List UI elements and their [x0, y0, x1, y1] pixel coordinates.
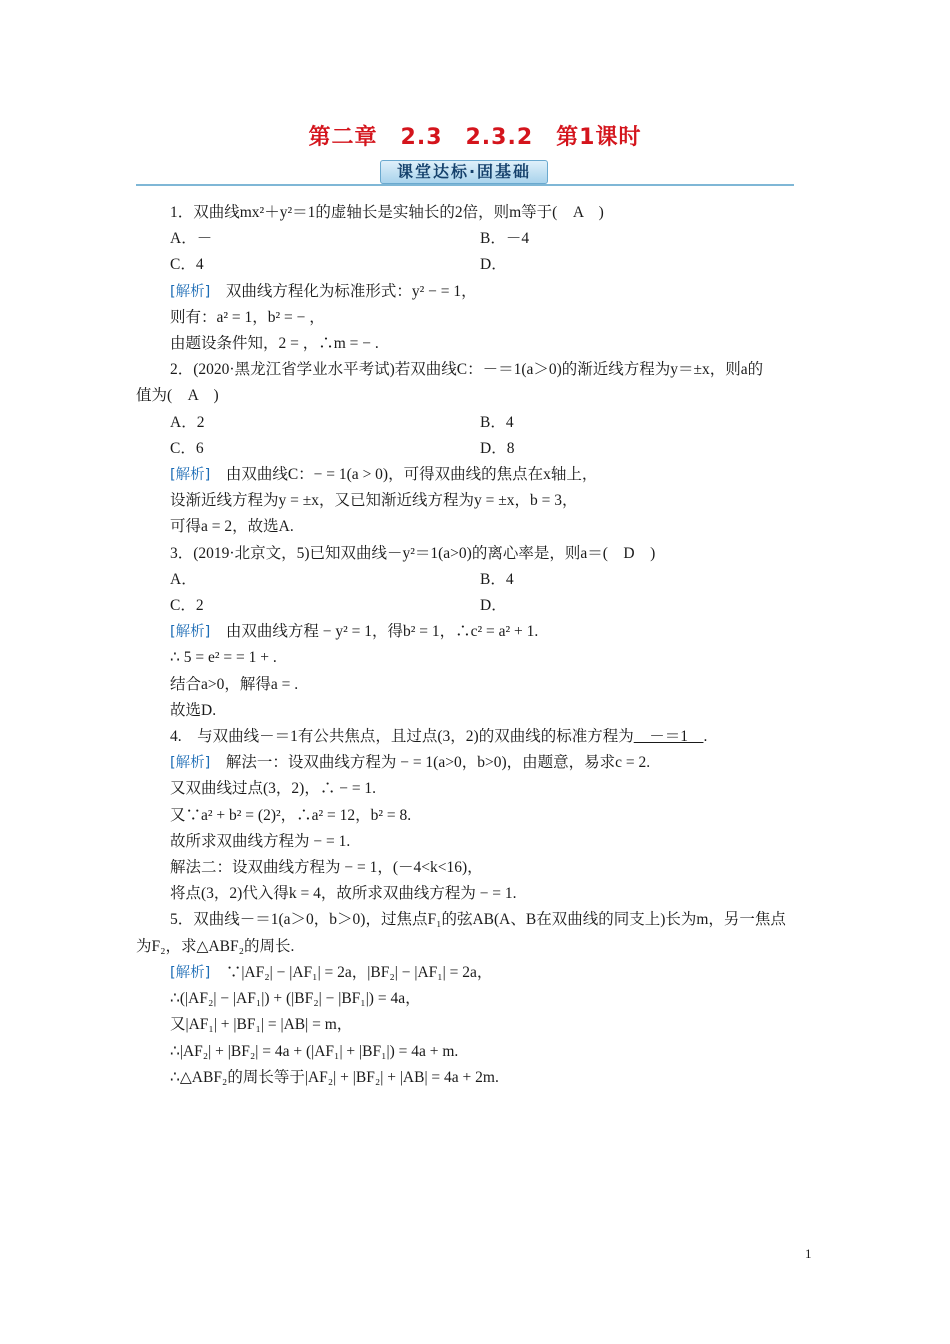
- chapter-title: 第二章 2.3 2.3.2 第1课时: [308, 125, 642, 150]
- q1-option-b: B．－4: [480, 230, 530, 248]
- q1-option-a: A．－: [170, 230, 213, 248]
- q5-solution-5: ∴△ABF₂的周长等于|AF₂| + |BF₂| + |AB| = 4a + 2m.: [170, 1068, 499, 1086]
- q3-option-a: A．: [170, 570, 197, 588]
- q2-options-row1: [136, 410, 820, 436]
- q4-stem-line: [136, 724, 820, 750]
- q3-solution-4: 故选D.: [170, 701, 217, 719]
- q1-solution-line: [136, 279, 820, 305]
- q4-answer: －＝1: [633, 728, 704, 746]
- q3-option-d: D．: [480, 597, 507, 615]
- q3-options-row2: [136, 593, 820, 619]
- banner-label: 课堂达标·固基础: [380, 160, 548, 184]
- q3-solution-1: 由双曲线方程 − y² = 1，得b² = 1，∴c² = a² + 1.: [210, 623, 539, 641]
- q3-solution-2: ∴ 5 = e² = = 1 + .: [170, 649, 277, 667]
- q4-solution-1: 解法一：设双曲线方程为 − = 1(a>0，b>0)，由题意，易求c = 2.: [210, 754, 651, 772]
- q1-stem: 1．双曲线mx²＋y²＝1的虚轴长是实轴长的2倍，则m等于( A ): [170, 204, 604, 221]
- q2-solution-3: 可得a = 2，故选A.: [170, 518, 294, 536]
- q2-option-a: A．2: [170, 413, 205, 431]
- solution-tag: [解析]: [170, 467, 211, 484]
- q4-stem: 4. 与双曲线－＝1有公共焦点，且过点(3，2)的双曲线的标准方程为: [170, 728, 634, 746]
- q2-solution-2: 设渐近线方程为y = ±x，又已知渐近线方程为y = ±x，b = 3，: [170, 492, 578, 510]
- q1-options-row1: [136, 226, 820, 252]
- section-banner: [136, 158, 794, 188]
- q2-stem-2: 值为( A ): [136, 387, 219, 405]
- exercise-content: [136, 200, 820, 1091]
- q4-solution-line: [136, 750, 820, 776]
- q2-option-d: D．8: [480, 439, 515, 457]
- q1-option-d: D．: [480, 256, 507, 274]
- q2-option-c: C．6: [170, 439, 204, 457]
- banner-rule: [136, 184, 794, 186]
- q4-solution-3: 又∵a² + b² = (2)²，∴a² = 12，b² = 8.: [170, 806, 412, 824]
- q4-solution-4: 故所求双曲线方程为 − = 1.: [170, 832, 351, 850]
- solution-tag: [解析]: [170, 624, 211, 641]
- q2-option-b: B．4: [480, 413, 514, 431]
- q5-stem-2: 为F₂，求△ABF₂的周长.: [136, 937, 295, 955]
- q5-solution-4: ∴|AF₂| + |BF₂| = 4a + (|AF₁| + |BF₁|) = 4a + m.: [170, 1042, 459, 1060]
- q1-solution-2: 则有：a² = 1，b² = − ，: [170, 308, 325, 326]
- page-number: 1: [805, 1246, 812, 1261]
- q2-solution-1: 由双曲线C：− = 1(a > 0)，可得双曲线的焦点在x轴上，: [210, 466, 598, 484]
- q5-solution-1: ∵|AF₂| − |AF₁| = 2a，|BF₂| − |AF₁| = 2a，: [210, 963, 493, 981]
- q3-option-c: C．2: [170, 597, 204, 615]
- q1-option-c: C．4: [170, 256, 204, 274]
- q4-solution-6: 将点(3，2)代入得k = 4，故所求双曲线方程为 − = 1.: [170, 885, 517, 903]
- q1-solution-1: 双曲线方程化为标准形式：y² − = 1，: [210, 282, 477, 300]
- q1-options-row2: [136, 252, 820, 278]
- q4-solution-5: 解法二：设双曲线方程为 − = 1，(－4<k<16)，: [170, 859, 483, 877]
- q4-solution-2: 又双曲线过点(3，2)，∴ − = 1.: [170, 780, 377, 798]
- solution-tag: [解析]: [170, 755, 211, 772]
- q3-solution-3: 结合a>0，解得a = .: [170, 675, 299, 693]
- q3-option-b: B．4: [480, 570, 514, 588]
- solution-tag: [解析]: [170, 964, 211, 981]
- q3-options-row1: [136, 567, 820, 593]
- q2-options-row2: [136, 436, 820, 462]
- q1-solution-3: 由题设条件知，2 = ，∴m = − .: [170, 335, 379, 353]
- q4-stem-end: .: [703, 728, 708, 746]
- q5-solution-line: [136, 960, 820, 986]
- q2-solution-line: [136, 462, 820, 488]
- solution-tag: [解析]: [170, 283, 211, 300]
- q2-stem-1: 2．(2020·黑龙江省学业水平考试)若双曲线C：－＝1(a＞0)的渐近线方程为y＝±x，则a的: [170, 361, 764, 379]
- q5-solution-3: 又|AF₁| + |BF₁| = |AB| = m，: [170, 1016, 353, 1034]
- q5-stem-1: 5．双曲线－＝1(a＞0，b＞0)，过焦点F₁的弦AB(A、B在双曲线的同支上)长为m，另一焦点: [170, 911, 786, 929]
- q5-solution-2: ∴(|AF₂| − |AF₁|) + (|BF₂| − |BF₁|) = 4a，: [170, 990, 421, 1008]
- q3-solution-line: [136, 619, 820, 645]
- q3-stem: 3．(2019·北京文，5)已知双曲线－y²＝1(a>0)的离心率是，则a＝( D ): [170, 544, 656, 562]
